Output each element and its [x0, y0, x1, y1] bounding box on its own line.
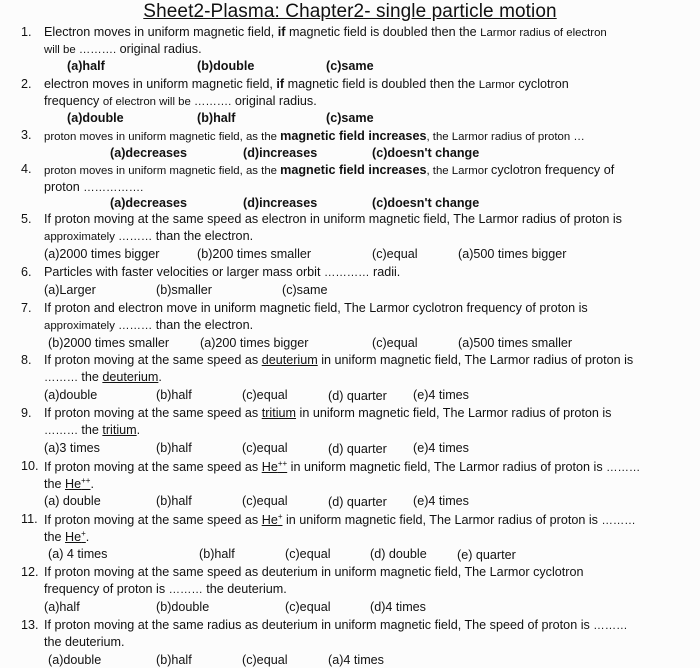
- option[interactable]: (b)half: [156, 388, 192, 402]
- question-text-line2: ……… the tritium.: [44, 423, 141, 437]
- question-number: 12.: [21, 565, 39, 579]
- option[interactable]: (c)doesn't change: [372, 196, 480, 210]
- page-title: Sheet2-Plasma: Chapter2- single particle motion: [143, 1, 557, 22]
- option[interactable]: (e) quarter: [457, 548, 516, 562]
- option[interactable]: (c)equal: [372, 247, 418, 261]
- question-number: 13.: [21, 618, 39, 632]
- question-text: If proton moving at the same speed as He++ in uniform magnetic field, The Larmor radius of proton is ………: [44, 459, 641, 475]
- question-text: If proton moving at the same speed as deuterium in uniform magnetic field, The Larmor cyclotron: [44, 565, 584, 579]
- question-number: 8.: [21, 353, 32, 367]
- option[interactable]: (b)double: [156, 600, 210, 614]
- question-number: 7.: [21, 301, 32, 315]
- option[interactable]: (c)equal: [285, 547, 331, 561]
- option[interactable]: (d)increases: [243, 146, 318, 160]
- question-text-line2: the He+.: [44, 529, 90, 545]
- question-number: 6.: [21, 265, 32, 279]
- question-text-line2: ……… the deuterium.: [44, 370, 162, 384]
- question-number: 3.: [21, 128, 32, 142]
- option[interactable]: (d) quarter: [328, 495, 387, 509]
- option[interactable]: (e)4 times: [413, 388, 469, 402]
- question-text: Particles with faster velocities or larger mass orbit ………… radii.: [44, 265, 401, 279]
- option[interactable]: (c)equal: [242, 494, 288, 508]
- question-text-line2: frequency of electron will be ………. original radius.: [44, 94, 317, 108]
- option[interactable]: (b)half: [156, 441, 192, 455]
- question-text: Electron moves in uniform magnetic field, if magnetic field is doubled then the Larmor radius of electron: [44, 25, 607, 39]
- question-text: proton moves in uniform magnetic field, as the magnetic field increases, the Larmor radius of proton …: [44, 129, 585, 143]
- option[interactable]: (a)200 times bigger: [200, 336, 309, 350]
- option[interactable]: (c)equal: [285, 600, 331, 614]
- option[interactable]: (a) 4 times: [48, 547, 108, 561]
- question-text-line2: proton …………….: [44, 180, 144, 194]
- question-number: 2.: [21, 77, 32, 91]
- option[interactable]: (a)half: [44, 600, 80, 614]
- question-text: If proton moving at the same speed as tritium in uniform magnetic field, The Larmor radius of proton is: [44, 406, 612, 420]
- option[interactable]: (c)equal: [242, 388, 288, 402]
- question-number: 9.: [21, 406, 32, 420]
- question-number: 11.: [21, 512, 38, 526]
- question-text: proton moves in uniform magnetic field, as the magnetic field increases, the Larmor cyclotron frequency of: [44, 163, 615, 177]
- option[interactable]: (a)double: [67, 111, 124, 125]
- question-text-line2: frequency of proton is ……… the deuterium.: [44, 582, 287, 596]
- option[interactable]: (a)Larger: [44, 283, 96, 297]
- option[interactable]: (b)half: [156, 494, 192, 508]
- question-text: If proton and electron move in uniform magnetic field, The Larmor cyclotron frequency of proton is: [44, 301, 588, 315]
- question-text-line2: will be ………. original radius.: [44, 42, 202, 56]
- option[interactable]: (b)half: [197, 111, 236, 125]
- option[interactable]: (b)half: [199, 547, 235, 561]
- question-text-line2: approximately ……… than the electron.: [44, 229, 254, 243]
- option[interactable]: (b)2000 times smaller: [48, 336, 170, 350]
- option[interactable]: (a) double: [44, 494, 101, 508]
- option[interactable]: (c)equal: [242, 441, 288, 455]
- option[interactable]: (b)double: [197, 59, 255, 73]
- question-number: 5.: [21, 212, 32, 226]
- option[interactable]: (c)same: [326, 111, 374, 125]
- option[interactable]: (d) quarter: [328, 442, 387, 456]
- option[interactable]: (a)double: [44, 388, 98, 402]
- option[interactable]: (a)double: [48, 653, 102, 667]
- option[interactable]: (d)increases: [243, 196, 318, 210]
- question-text-line2: the He++.: [44, 476, 94, 492]
- option[interactable]: (a)decreases: [110, 196, 188, 210]
- question-text: If proton moving at the same speed as electron in uniform magnetic field, The Larmor radius of proton is: [44, 212, 622, 226]
- option[interactable]: (c)same: [282, 283, 328, 297]
- option[interactable]: (b)smaller: [156, 283, 212, 297]
- question-text: If proton moving at the same speed as deuterium in uniform magnetic field, The Larmor radius of proton is: [44, 353, 634, 367]
- option[interactable]: (b)200 times smaller: [197, 247, 312, 261]
- option[interactable]: (a)decreases: [110, 146, 188, 160]
- option[interactable]: (d) quarter: [328, 389, 387, 403]
- option[interactable]: (b)half: [156, 653, 192, 667]
- question-text: electron moves in uniform magnetic field, if magnetic field is doubled then the Larmor cyclotron: [44, 77, 569, 91]
- question-text: If proton moving at the same radius as deuterium in uniform magnetic field, The speed of proton is ………: [44, 618, 628, 632]
- option[interactable]: (d)4 times: [370, 600, 426, 614]
- option[interactable]: (a)2000 times bigger: [44, 247, 160, 261]
- option[interactable]: (a)4 times: [328, 653, 384, 667]
- option[interactable]: (a)500 times bigger: [458, 247, 567, 261]
- option[interactable]: (a)half: [67, 59, 105, 73]
- question-number: 1.: [21, 25, 32, 39]
- question-text-line2: the deuterium.: [44, 635, 125, 649]
- option[interactable]: (a)3 times: [44, 441, 100, 455]
- option[interactable]: (c)equal: [372, 336, 418, 350]
- option[interactable]: (a)500 times smaller: [458, 336, 573, 350]
- option[interactable]: (c)same: [326, 59, 374, 73]
- option[interactable]: (e)4 times: [413, 494, 469, 508]
- question-text: If proton moving at the same speed as He+ in uniform magnetic field, The Larmor radius of proton is ………: [44, 512, 636, 528]
- question-number: 4.: [21, 162, 32, 176]
- question-number: 10.: [21, 459, 39, 473]
- option[interactable]: (c)equal: [242, 653, 288, 667]
- option[interactable]: (d) double: [370, 547, 427, 561]
- question-text-line2: approximately ……… than the electron.: [44, 318, 254, 332]
- option[interactable]: (e)4 times: [413, 441, 469, 455]
- option[interactable]: (c)doesn't change: [372, 146, 480, 160]
